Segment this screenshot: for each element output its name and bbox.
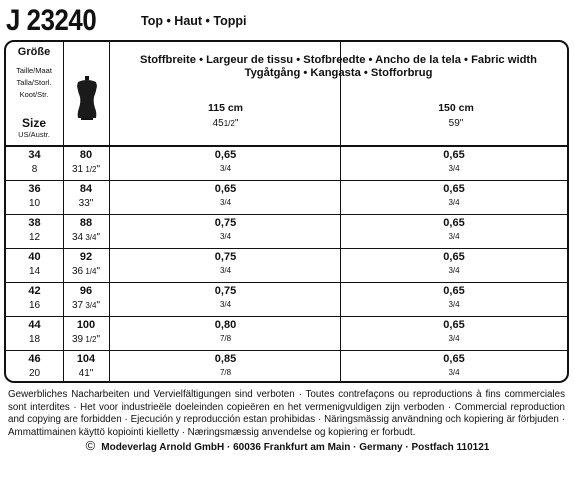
table-row: [6, 146, 567, 180]
yardage-115-m: 0,80: [214, 319, 237, 331]
garment-title: Top • Haut • Toppi: [141, 14, 247, 28]
table-row: [6, 282, 567, 316]
table-row: [6, 214, 567, 248]
bust-cm: 88: [79, 217, 93, 229]
yardage-150-yd: 3/4: [448, 164, 460, 173]
us-size-value: 20: [28, 368, 41, 379]
yardage-115-m: 0,65: [214, 149, 237, 161]
yardage-115-m: 0,65: [214, 183, 237, 195]
copyright-icon: ©: [85, 438, 96, 453]
legal-notice: Gewerbliches Nacharbeiten und Vervielfältigungen sind verboten · Toutes contrefaçons ou reproductions à fins commerciales sont interdites · Het voor industrieële doeleinden copieëren en het vermenigvuldigen zijn verboden · Commercial reproduction and copying are forbidden · Ejecución y reproducción estan prohibidas · Näringsmässig användning och kopiering är förbjuden · Ammattimainen käyttö kopiointi kielletty · Næringsmæssig anvendelse og kopiering er forbudt.: [8, 389, 565, 438]
size-value: 42: [28, 285, 41, 297]
yardage-150-m: 0,65: [443, 251, 465, 263]
us-size-value: 12: [28, 232, 41, 243]
us-size-value: 14: [28, 266, 41, 277]
yardage-115-yd: 3/4: [219, 266, 232, 275]
dress-form-icon: [64, 42, 110, 146]
bust-inch: 41": [78, 368, 94, 379]
bust-inch: 31 1/2": [71, 164, 101, 175]
yardage-150-yd: 3/4: [448, 300, 460, 309]
publisher-address: Modeverlag Arnold GmbH · 60036 Frankfurt am Main · Germany · Postfach 110121: [101, 442, 490, 453]
bust-inch: 34 3/4": [71, 232, 101, 243]
size-us-sublabel: US/Austr.: [18, 130, 50, 139]
us-size-value: 10: [28, 198, 41, 209]
yardage-115-yd: 3/4: [219, 164, 232, 173]
size-sublabel: Koot/Str.: [19, 90, 49, 99]
fabric-width-header: [110, 42, 567, 146]
bust-cm: 100: [76, 319, 96, 331]
width-115-cm: 115 cm: [207, 102, 244, 114]
yardage-150-m: 0,65: [443, 217, 465, 229]
size-value: 36: [28, 183, 41, 195]
table-row: [6, 248, 567, 282]
yardage-115-m: 0,75: [214, 217, 237, 229]
size-sublabel: Taille/Maat: [16, 66, 52, 75]
yardage-150-yd: 3/4: [448, 368, 460, 377]
bust-inch: 33": [78, 198, 94, 209]
yardage-115-yd: 3/4: [219, 300, 232, 309]
size-header: [6, 42, 62, 146]
size-us-label: Size: [21, 116, 46, 130]
size-value: 38: [28, 217, 41, 229]
bust-cm: 84: [79, 183, 93, 195]
table-row: [6, 316, 567, 350]
yardage-150-yd: 3/4: [448, 266, 460, 275]
yardage-115-m: 0,85: [214, 353, 237, 365]
bust-cm: 80: [79, 149, 93, 161]
bust-cm: 96: [79, 285, 93, 297]
publisher-footer: [0, 438, 575, 453]
yardage-table: [4, 40, 569, 383]
size-value: 46: [28, 353, 41, 365]
yardage-150-m: 0,65: [443, 285, 465, 297]
size-value: 44: [28, 319, 41, 331]
yardage-150-m: 0,65: [443, 183, 465, 195]
pattern-code: J 23240: [6, 4, 97, 37]
bust-inch: 39 1/2": [71, 334, 101, 345]
yardage-150-m: 0,65: [443, 319, 465, 331]
us-size-value: 18: [28, 334, 41, 345]
size-label: Größe: [17, 46, 51, 58]
yardage-150-yd: 3/4: [448, 334, 460, 343]
us-size-value: 16: [28, 300, 41, 311]
yardage-115-m: 0,75: [214, 285, 237, 297]
bust-cm: 92: [79, 251, 93, 263]
width-115-inch: 451/2": [212, 118, 239, 129]
yardage-115-yd: 7/8: [219, 334, 232, 343]
yardage-150-yd: 3/4: [448, 198, 460, 207]
yardage-115-yd: 3/4: [219, 232, 232, 241]
us-size-value: 8: [31, 164, 38, 175]
yardage-150-m: 0,65: [443, 353, 465, 365]
size-sublabel: Talla/Storl.: [16, 78, 52, 87]
bust-inch: 37 3/4": [71, 300, 101, 311]
width-150-inch: 59": [448, 118, 464, 129]
yardage-115-yd: 3/4: [219, 198, 232, 207]
bust-inch: 36 1/4": [71, 266, 101, 277]
width-150-cm: 150 cm: [438, 102, 474, 114]
yardage-150-yd: 3/4: [448, 232, 460, 241]
yardage-115-yd: 7/8: [219, 368, 232, 377]
fabric-width-label: Stoffbreite • Largeur de tissu • Stofbreedte • Ancho de la tela • Fabric width Tygåtgång • Kangasta • Stofforbrug: [140, 54, 537, 79]
size-value: 34: [28, 149, 41, 161]
table-row: [6, 350, 567, 383]
bust-cm: 104: [76, 353, 96, 365]
size-value: 40: [28, 251, 41, 263]
table-row: [6, 180, 567, 214]
yardage-115-m: 0,75: [214, 251, 237, 263]
yardage-150-m: 0,65: [443, 149, 465, 161]
